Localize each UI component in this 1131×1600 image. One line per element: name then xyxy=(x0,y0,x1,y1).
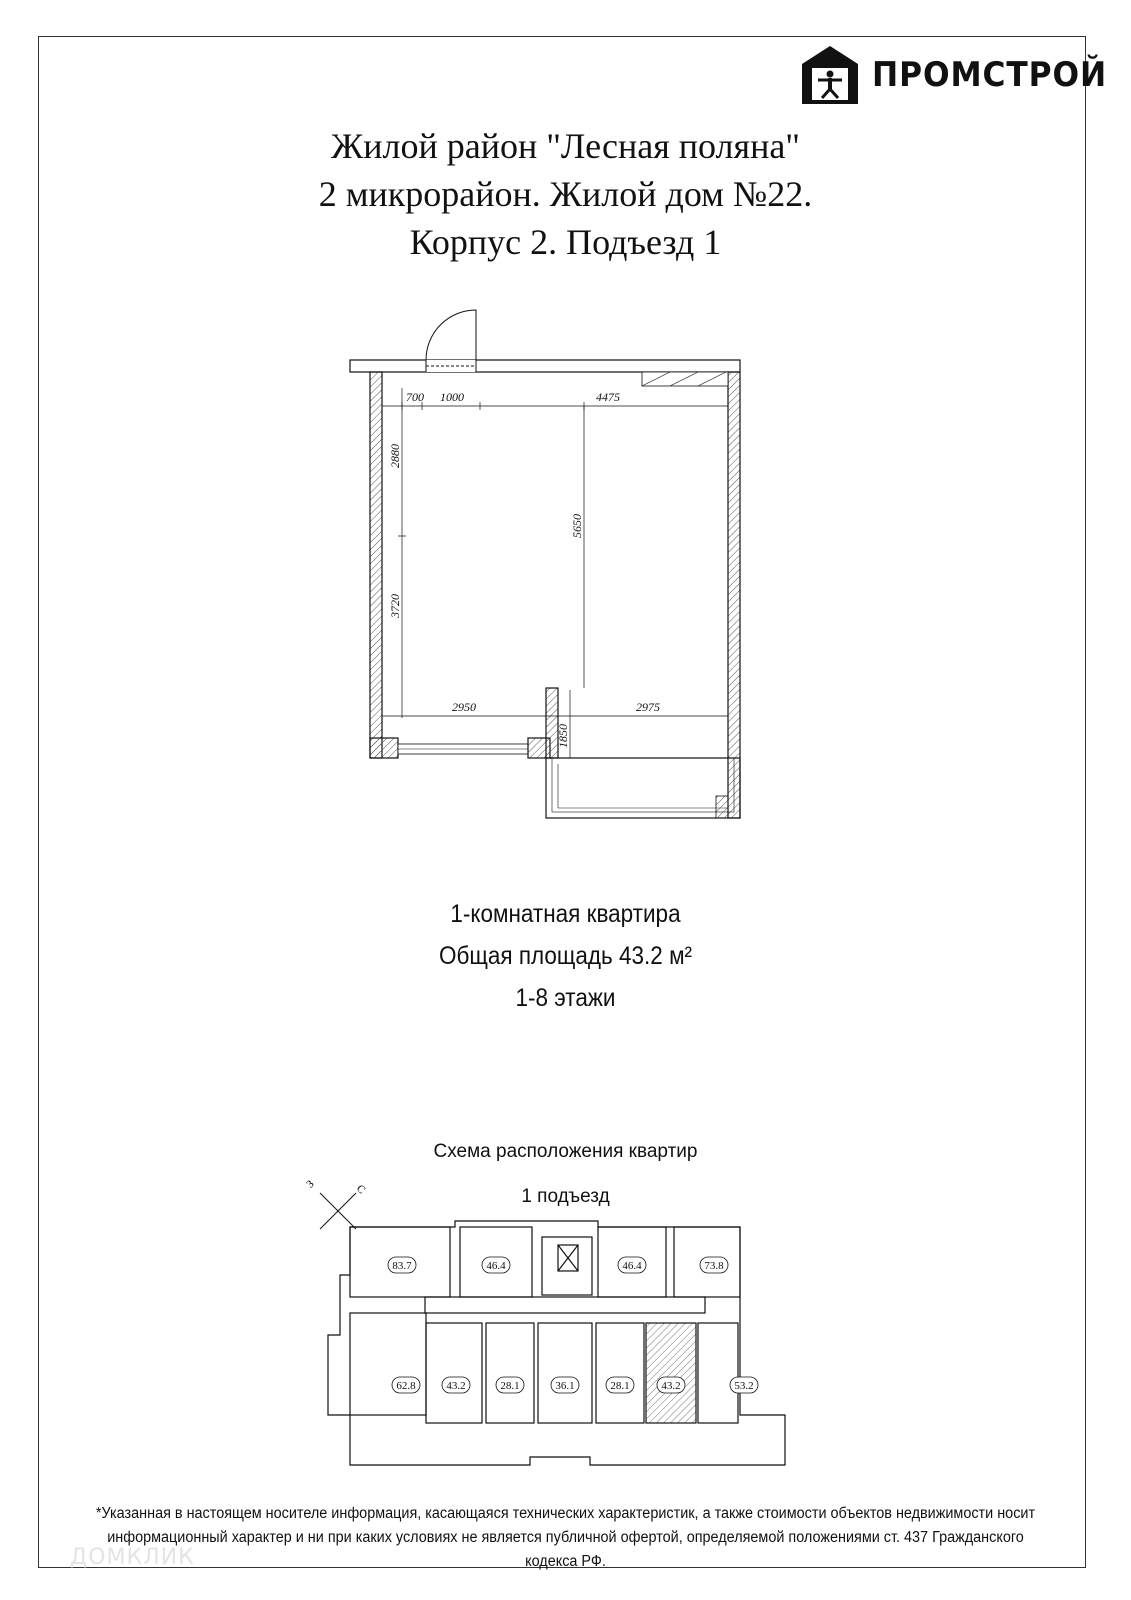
apartment-area: Общая площадь 43.2 м² xyxy=(438,942,693,970)
title-line-2: 2 микрорайон. Жилой дом №22. xyxy=(318,174,813,214)
wall-right xyxy=(728,372,740,818)
unit-area: 46.4 xyxy=(622,1260,642,1272)
unit-area: 28.1 xyxy=(500,1380,520,1392)
door-swing xyxy=(426,310,476,360)
unit-badge xyxy=(388,1257,416,1273)
unit-area: 46.4 xyxy=(486,1260,506,1272)
apartment-floors: 1-8 этажи xyxy=(515,984,616,1012)
dim-balcony-depth: 1850 xyxy=(556,724,570,748)
unit-area: 53.2 xyxy=(734,1380,754,1392)
unit-badge xyxy=(700,1257,728,1273)
unit-badge xyxy=(442,1377,470,1393)
footnote-line-1: *Указанная в настоящем носителе информация, касающаяся технических характеристик, а также стоимости объектов недвижимости носит xyxy=(95,1505,1036,1522)
apartment-type: 1-комнатная квартира xyxy=(450,900,681,928)
apartment-info xyxy=(57,893,1075,1019)
unit-badge xyxy=(482,1257,510,1273)
footnote-line-2: информационный характер и ни при каких условиях не является публичной офертой, определяемой положениями ст. 437 Гражданского кодекса РФ. xyxy=(107,1529,1024,1570)
unit-area: 28.1 xyxy=(610,1380,630,1392)
dim-top-left: 700 xyxy=(406,390,424,404)
legal-footnote xyxy=(86,1502,1045,1574)
page-title xyxy=(0,122,1131,266)
unit-area: 62.8 xyxy=(396,1380,416,1392)
unit-area: 43.2 xyxy=(661,1380,681,1392)
apartment-layout-scheme xyxy=(304,1175,820,1480)
wall-top xyxy=(350,360,740,372)
dim-bottom-right: 2975 xyxy=(636,700,660,714)
dim-bottom-left: 2950 xyxy=(452,700,476,714)
compass-west: З xyxy=(304,1178,317,1191)
unit-area: 73.8 xyxy=(704,1260,724,1272)
entrance-label: 1 подъезд xyxy=(521,1186,610,1207)
title-line-3: Корпус 2. Подъезд 1 xyxy=(409,222,722,262)
dim-left-upper: 2880 xyxy=(388,444,402,468)
unit-badge xyxy=(551,1377,579,1393)
unit-badge xyxy=(657,1377,685,1393)
dim-top-mid: 1000 xyxy=(440,390,464,404)
highlighted-unit xyxy=(646,1323,696,1423)
scheme-title: Схема расположения квартир xyxy=(433,1141,698,1162)
watermark: ДОМКЛИК xyxy=(70,1545,195,1570)
unit-badge xyxy=(730,1377,758,1393)
unit-badge xyxy=(618,1257,646,1273)
dim-left-lower: 3720 xyxy=(388,594,402,618)
house-person-icon xyxy=(800,44,860,106)
unit-badge xyxy=(606,1377,634,1393)
title-line-1: Жилой район "Лесная поляна" xyxy=(330,126,801,166)
wall-left xyxy=(370,372,382,758)
compass-icon xyxy=(320,1193,356,1229)
unit-area: 36.1 xyxy=(555,1380,575,1392)
brand-logo xyxy=(800,44,1128,106)
unit-badge xyxy=(496,1377,524,1393)
apartment-floor-plan xyxy=(340,318,780,848)
unit-badge xyxy=(392,1377,420,1393)
compass-north: С xyxy=(353,1182,368,1197)
unit-area: 43.2 xyxy=(446,1380,466,1392)
dim-top-right: 4475 xyxy=(596,390,620,404)
brand-name: ПРОМСТРОЙ xyxy=(872,55,1108,95)
dim-center-vertical: 5650 xyxy=(570,514,584,538)
unit-area: 83.7 xyxy=(392,1260,412,1272)
loggia xyxy=(546,758,740,818)
